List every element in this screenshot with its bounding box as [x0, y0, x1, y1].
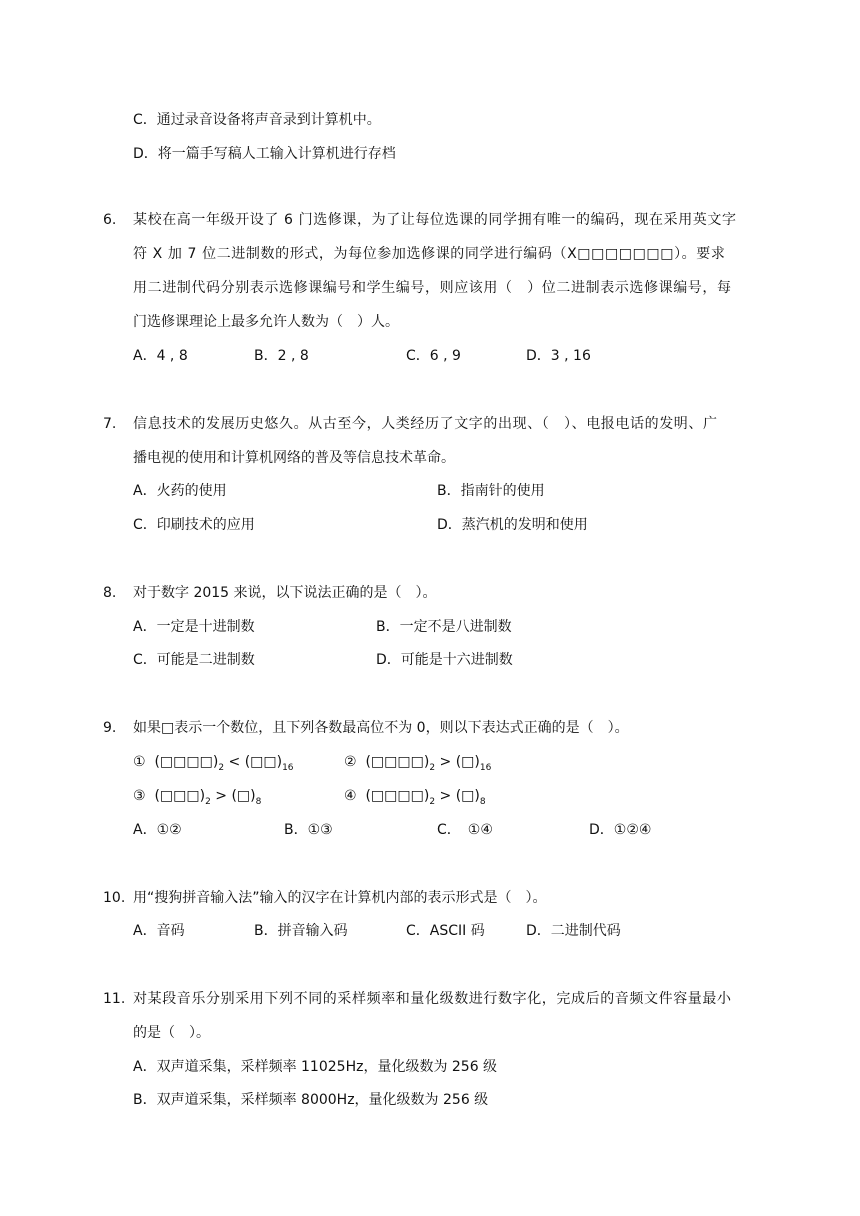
question-stem-line: 门选修课理论上最多允许人数为（ ）人。	[133, 314, 399, 330]
option-c: C．ASCII 码	[406, 923, 485, 939]
question-number: 11.	[103, 991, 126, 1007]
option-d: D．①②④	[589, 822, 652, 838]
expression-label: ③	[133, 788, 146, 804]
option-d: D．可能是十六进制数	[376, 652, 513, 668]
prev-option-d: D．将一篇手写稿人工输入计算机进行存档	[133, 146, 396, 162]
expression-left: (□□□□)	[365, 754, 430, 770]
expression-label: ②	[344, 754, 357, 770]
question-stem-line: 对于数字 2015 来说，以下说法正确的是（ ）。	[133, 585, 437, 601]
expression-left-base: 2	[429, 797, 436, 807]
option-b: B．2 , 8	[254, 348, 309, 364]
expression-right-base: 8	[255, 797, 262, 807]
option-a: A．音码	[133, 923, 185, 939]
expression-right-base: 16	[282, 763, 294, 773]
question-stem-line: 如果□表示一个数位，且下列各数最高位不为 0，则以下表达式正确的是（ ）。	[133, 720, 629, 736]
option-d: D．3 , 16	[526, 348, 591, 364]
expression-3	[133, 786, 261, 808]
option-c: C．可能是二进制数	[133, 652, 255, 668]
expression-right: (□)	[455, 788, 480, 804]
option-a: A．①②	[133, 822, 182, 838]
question-stem-line: 对某段音乐分别采用下列不同的采样频率和量化级数进行数字化，完成后的音频文件容量最小	[133, 991, 732, 1007]
option-a: A．火药的使用	[133, 483, 227, 499]
expression-2	[344, 752, 491, 774]
question-stem-line: 用二进制代码分别表示选修课编号和学生编号，则应该用（ ）位二进制表示选修课编号，每	[133, 280, 732, 296]
expression-operator: <	[228, 754, 241, 770]
option-a: A．4 , 8	[133, 348, 188, 364]
option-b: B．双声道采集，采样频率 8000Hz，量化级数为 256 级	[133, 1092, 489, 1108]
option-d: D．蒸汽机的发明和使用	[437, 517, 588, 533]
option-c: C． ①④	[437, 822, 493, 838]
expression-left-base: 2	[429, 763, 436, 773]
expression-right: (□□)	[244, 754, 283, 770]
question-number: 8.	[103, 585, 117, 601]
option-a: A．一定是十进制数	[133, 619, 255, 635]
option-b: B．拼音输入码	[254, 923, 348, 939]
option-b: B．①③	[284, 822, 333, 838]
expression-left: (□□□□)	[154, 754, 219, 770]
expression-right-base: 16	[479, 763, 492, 773]
expression-right: (□)	[231, 788, 256, 804]
question-number: 7.	[103, 416, 117, 432]
expression-operator: >	[439, 788, 452, 804]
option-a: A．双声道采集，采样频率 11025Hz，量化级数为 256 级	[133, 1059, 498, 1075]
option-c: C．印刷技术的应用	[133, 517, 255, 533]
option-b: B．一定不是八进制数	[376, 619, 512, 635]
prev-option-c: C．通过录音设备将声音录到计算机中。	[133, 112, 381, 128]
option-d: D．二进制代码	[526, 923, 621, 939]
option-c: C．6 , 9	[406, 348, 461, 364]
question-number: 9.	[103, 720, 117, 736]
option-b: B．指南针的使用	[437, 483, 545, 499]
expression-label: ①	[133, 754, 146, 770]
expression-left: (□□□)	[154, 788, 206, 804]
question-number: 6.	[103, 212, 117, 228]
expression-operator: >	[215, 788, 227, 804]
expression-4	[344, 786, 486, 808]
expression-label: ④	[344, 788, 357, 804]
question-stem-line: 某校在高一年级开设了 6 门选修课，为了让每位选课的同学拥有唯一的编码，现在采用英文字	[133, 212, 737, 228]
question-stem-line: 符 X 加 7 位二进制数的形式，为每位参加选修课的同学进行编码（X□□□□□□□）。要求	[133, 246, 726, 262]
question-number: 10.	[103, 890, 126, 906]
question-stem-line: 用“搜狗拼音输入法”输入的汉字在计算机内部的表示形式是（ ）。	[133, 890, 547, 906]
question-stem-line: 的是（ ）。	[133, 1025, 210, 1041]
expression-left: (□□□□)	[365, 788, 430, 804]
expression-1	[133, 752, 294, 774]
expression-right-base: 8	[479, 797, 486, 807]
expression-operator: >	[439, 754, 452, 770]
expression-left-base: 2	[218, 763, 225, 773]
question-stem-line: 信息技术的发展历史悠久。从古至今，人类经历了文字的出现、（ ）、电报电话的发明、广	[133, 416, 718, 432]
expression-left-base: 2	[205, 797, 211, 807]
expression-right: (□)	[455, 754, 480, 770]
question-stem-line: 播电视的使用和计算机网络的普及等信息技术革命。	[133, 450, 455, 466]
